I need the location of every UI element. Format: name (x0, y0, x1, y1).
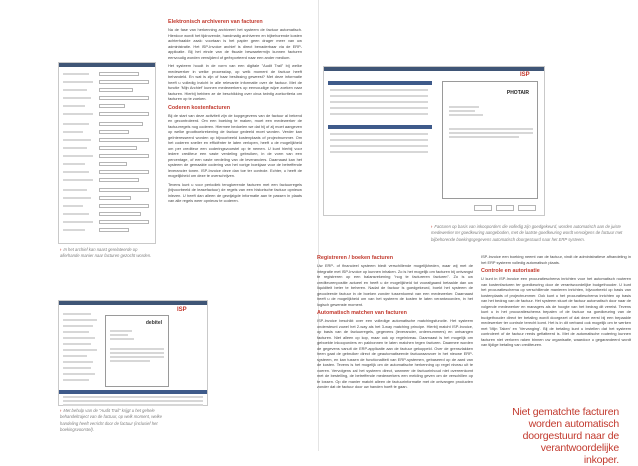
caption-arrow-icon: › (431, 224, 433, 229)
archive-search-screenshot (58, 62, 156, 244)
paragraph: Uw ERP- of financieel systeem biedt verschillende mogelijkheden, waar wij met de integratie met ISP-Invoice op kunnen inhaken. Zo is het mogelijk om facturen bij ontvangst te registreren op een balansrekening "nog te factureren facturen". Zo is uw crediteurenpositie actueel en heeft u de mogelijkheid tot voorafgaand betaalde dan uw liquiditeit beter te beheren. Nadat de factuur is goedgekeurd, boekt het systeem de gecodeerde factuur in de boeken zonder tussenkomst van een medewerker. Daarnaast heeft u de mogelijkheid om van het systeem de kosten te laten verantwoorden, in het logisch gewenste moment. (317, 263, 473, 307)
heading-control: Controle en autorisatie (481, 268, 540, 274)
paragraph: Bij de start van deze activiteit zijn de kopgegevens van de factuur al bekend en gecontroleerd. Om een boeking te maken, moet een medewerker de factuurregels nog coderen. Hiermee bedoelen we dat hij of zij moet aangeven op welke grootboekrekening de factuur gedeeld moet worden. Verder kan geïnteresseerd worden op bijvoorbeeld kostenplaats of projectnummer. Om het coderen sneller en efficiënter te laten verlopen, heeft u de mogelijkheid om per crediteur een coderingsvoorstel op te nemen. U kunt hierbij voor iedere crediteur een vaste verdeling gebruiken, in de vorm van een percentage, of een vaste verdeling van de leveranciers. Daarnaast kan het systeem de gemaakte codering van het vorige boekjaar voor de betreffende leverancier tonen. ISP-Invoice deze dan toe ter controle. Echter, u heeft de mogelijkheid om deze te overschrijven. (168, 112, 302, 178)
matching-screenshot (323, 66, 545, 216)
audit-trail-screenshot (58, 300, 208, 406)
paragraph: ISP-Invoice beschikt over een volledige automatische matchingsfunctie. Het systeem ondersteunt zowel het 2-way als het 3-way matching principe. Hierbij matcht ISP-Invoice, op basis van de factuurregels, gegevens (leverancier, ordernummers) en ontvangen facturen. Niet alleen op kop, maar ook op regelniveau. Daarnaast is het mogelijk om geboekte inkooporders en pakbonnen te laten matchen tegen facturen. Daarmee worden de gegevens vanuit de ERP-applicatie aan de factuur gekoppeld. Over de grensvlakken heen gaat de gebruiker direct de geautomatiseerde factuuraanvoer in het nieuwe ERP-systeem, en kan tussen de functionaliteit van ERP-systemen, gebaseerd op de aard van de kosten. Tevens is het mogelijk om de automatische herkenning op regel niveau uit te voeren. Vervolgens zal het systeem direct, wanneer de factuurinhoud niet overeenkomt met de bestelling, de betreffende medewerkers een melding geven om de verschillen op te lossen. Op die manier matcht alleen de factuurinformatie met de ontvangen producten zonder dat de factuur door uw handen hoeft te gaan. (317, 318, 473, 389)
doc-brand: debitel (145, 320, 162, 326)
caption-audit-trail: › Met behulp van de "Audit Trail" krijgt u het gehele behandeltraject van de factuur, op welk moment, welke handeling heeft verricht door de factuur (inclusief het boekingsvoorstel). (60, 408, 162, 433)
invoice-preview (442, 81, 538, 199)
left-page (0, 0, 319, 451)
heading-register: Registreren / boeken facturen (317, 255, 394, 261)
paragraph: ISP-Invoice een boeking neemt van de factuur, vindt de administratieve afhandeling in het ERP systeem volledig automatisch plaats. (481, 254, 631, 265)
paragraph: U kunt in ISP-Invoice een procuratieschema inrichten voor het automatisch routeren van kostenfacturen ter goedkeuring door de verantwoordelijke budgethouder. U kunt het procuratieschema op verschillende manieren inrichten, bijvoorbeeld op basis van kostenplaats of projectnummer. Ook kunt u het procuratieschema inrichten op basis van het bedrag van de factuur. Het systeem stuurt de factuur automatisch door naar de volgende medewerker en managers als de hoogte van het bedrag dit vereist. Tevens kunt u in het procuratieschema bepalen of de factuur na goedkeuring van de budgethouder direct ter betaling wordt doorgezet of dat deze eerst bij een bepaalde medewerker ter controle terecht komt. Het is in dit verband ook mogelijk om te werken met 'Mijn Taken' en 'Vervanging'. Bij de betaling kunt u instellen dat het systeem controleert of de factuur reeds gefiatteerd is. Met de automatische routering kunnen facturen niet verloren raken binnen uw organisatie, waardoor u gegarandeerd wordt van tijdige betaling van crediteuren. (481, 276, 631, 347)
doc-brand: PHOTAIR (506, 90, 529, 96)
pull-quote: Niet gematchte facturen worden automatisch doorgestuurd naar de verantwoordelijke inkoper. (512, 406, 619, 466)
title-bar (59, 301, 207, 305)
heading-archive: Elektronisch archiveren van facturen (168, 19, 263, 25)
right-page (317, 0, 638, 466)
caption-matching: › Facturen op basis van inkooporders die volledig zijn goedgekeurd, worden automatisch aan de juiste medewerker ter goedkeuring aangeboden, met de laatste goedkeuring wordt vervolgens de factuur met bijbehorende boekingsgegevens automatisch doorgestuurd naar het ERP systeem. (431, 224, 623, 242)
left-text-column (168, 18, 302, 288)
heading-coding: Coderen kostenfacturen (168, 104, 231, 111)
caption-archive: › In het archief kan naast gerelateerde op allerhande manier naar facturen gezocht worden. (60, 247, 152, 259)
paragraph: Tevens kunt u voor periodiek terugkerende facturen met een factuurregels (bijvoorbeeld de leasefactuur) de regels van een historische factuur opnieuw inlezen. U heeft dan alleen de gewijzigde informatie aan te passen in plaats van alle regels weer opnieuw te coderen. (168, 181, 302, 203)
audit-table-header (59, 390, 207, 394)
right-text-column-1 (317, 254, 473, 448)
match-table-header (328, 125, 432, 129)
caption-arrow-icon: › (60, 247, 62, 252)
right-text-column-2 (481, 254, 631, 400)
title-bar (324, 67, 544, 71)
order-table-header (328, 81, 432, 85)
app-logo: ISP (177, 307, 187, 313)
title-bar (59, 63, 155, 67)
paragraph: Het systeem houdt in de vorm van een digitale "Audit Trail" bij welke medewerker in welke processtap, op welk moment de factuur heeft behandeld. En wat is zijn of haar beslissing geweest? Met deze informatie heeft u volledig inzicht in alle relevante informatie over de factuur. Met de functie 'Mijn Archief' kunnen medewerkers op eenvoudige wijze zoeken naar facturen. Hierbij hebben ze de beschikking over circa twintig zoekcriteria om facturen op te zoeken. (168, 63, 302, 101)
app-logo: ISP (520, 72, 530, 78)
heading-matching: Automatisch matchen van facturen (317, 310, 407, 316)
invoice-preview (105, 315, 169, 387)
paragraph: Na de fase van herkenning archiveert het systeem de factuur automatisch. Hierdoor wordt het tijdrovende, handmatig archiveren en bijbehorende kosten achterhaalde zaak: voortaan is het papier geen drager meer van uw administratie. Het ISP-Invoice archief is direct benaderbaar via de ERP-applicatie. Bij het einde van de fiscale bewaartermijn kunnen facturen eenvoudig worden verwijderd of geëxporteerd naar een ander medium. (168, 27, 302, 60)
caption-arrow-icon: › (60, 408, 62, 413)
